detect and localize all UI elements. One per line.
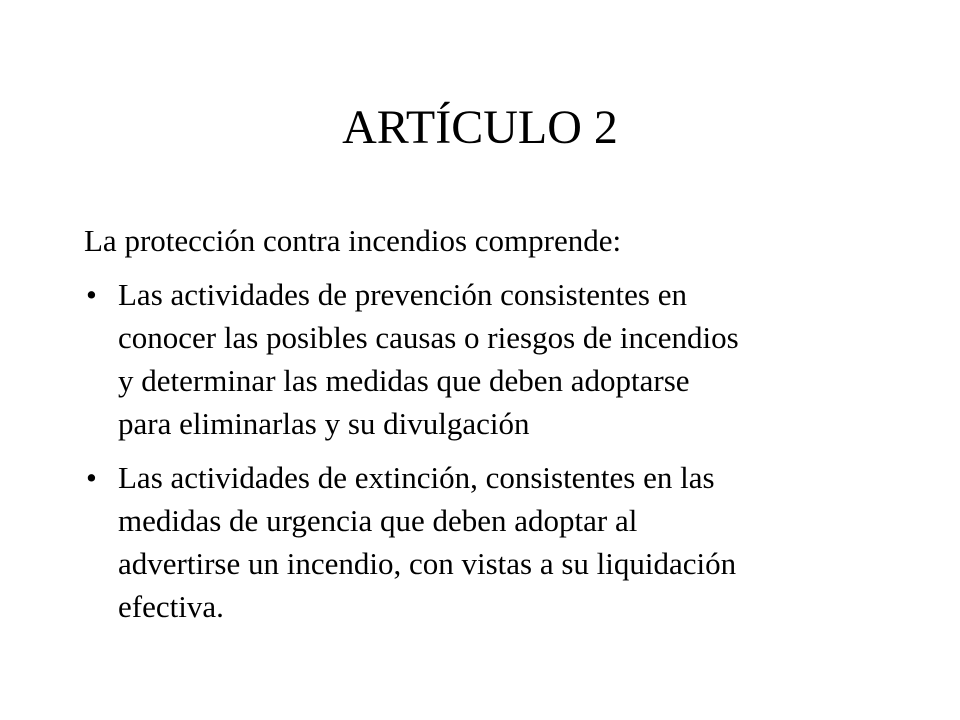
bullet-line: Las actividades de prevención consistentes en [118, 277, 687, 312]
slide-title: ARTÍCULO 2 [342, 101, 618, 154]
bullet-line: y determinar las medidas que deben adoptarse [118, 363, 690, 398]
bullet-line: para eliminarlas y su divulgación [118, 406, 530, 441]
bullet-dot-icon: • [86, 277, 97, 312]
bullet-dot-icon: • [86, 460, 97, 495]
bullet-line: Las actividades de extinción, consistentes en las [118, 460, 715, 495]
slide-body [84, 219, 884, 639]
bullet-item [84, 273, 884, 445]
intro-text: La protección contra incendios comprende: [84, 223, 622, 258]
bullet-line: advertirse un incendio, con vistas a su liquidación [118, 546, 737, 581]
bullet-line: conocer las posibles causas o riesgos de incendios [118, 320, 739, 355]
bullet-item [84, 456, 884, 628]
bullet-line: efectiva. [118, 589, 224, 624]
bullet-line: medidas de urgencia que deben adoptar al [118, 503, 638, 538]
